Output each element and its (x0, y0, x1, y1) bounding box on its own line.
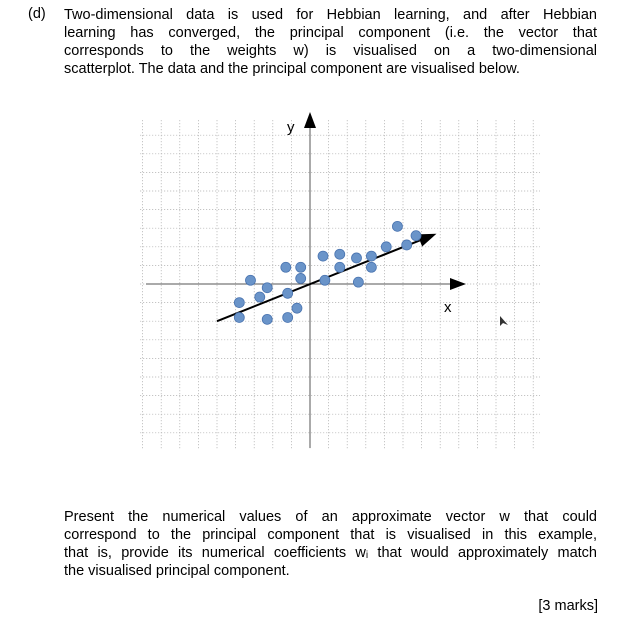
task-line: Present the numerical values of an approximate vector w that could (64, 509, 597, 525)
task-line: correspond to the principal component that is visualised in this example, (64, 527, 597, 543)
data-point (283, 288, 293, 298)
data-point (366, 251, 376, 261)
data-point (366, 262, 376, 272)
data-point (245, 275, 255, 285)
intro-line: corresponds to the weights w) is visualised on a two-dimensional (64, 43, 597, 59)
data-point (262, 314, 272, 324)
data-point (402, 240, 412, 250)
intro-line: scatterplot. The data and the principal component are visualised below. (64, 61, 520, 77)
y-axis-arrowhead (304, 112, 316, 128)
task-line: that is, provide its numerical coefficients wᵢ that would approximately match (64, 545, 597, 561)
data-point (281, 262, 291, 272)
x-axis-arrowhead (450, 278, 466, 290)
data-point (234, 312, 244, 322)
question-label: (d) (28, 6, 46, 22)
x-axis-label: x (444, 299, 452, 316)
intro-line: Two-dimensional data is used for Hebbian learning, and after Hebbian (64, 7, 597, 23)
data-point (296, 262, 306, 272)
axes (146, 112, 466, 448)
data-point (262, 283, 272, 293)
y-axis-label: y (287, 119, 295, 136)
task-line: the visualised principal component. (64, 563, 290, 579)
data-point (411, 231, 421, 241)
data-point (352, 253, 362, 263)
question-task (64, 508, 597, 580)
data-point (392, 221, 402, 231)
data-point (318, 251, 328, 261)
grid (140, 120, 540, 450)
data-point (335, 249, 345, 259)
data-point (353, 277, 363, 287)
data-point (255, 292, 265, 302)
data-point (283, 312, 293, 322)
data-point (296, 273, 306, 283)
data-point (381, 242, 391, 252)
intro-line: learning has converged, the principal component (i.e. the vector that (64, 25, 597, 41)
data-point (292, 303, 302, 313)
data-point (320, 275, 330, 285)
data-point (234, 298, 244, 308)
data-point (335, 262, 345, 272)
data-points (234, 221, 421, 324)
marks-allocation: [3 marks] (538, 598, 598, 614)
